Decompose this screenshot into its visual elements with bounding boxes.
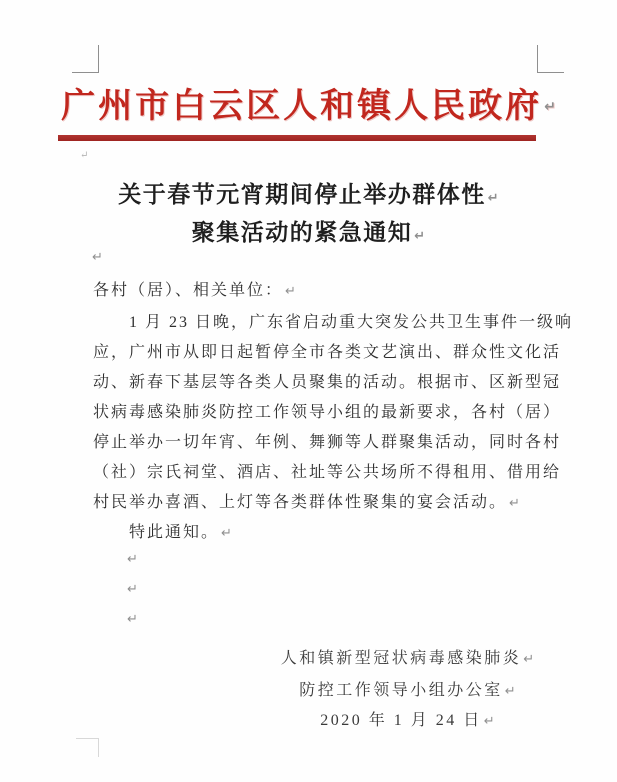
doc-title-line-1: [0, 176, 617, 209]
paragraph-mark-icon: ↵: [127, 612, 138, 627]
letterhead-org-name: [0, 78, 617, 127]
paragraph-mark-icon: ↵: [504, 684, 516, 699]
body-line-text: 村民举办喜酒、上灯等各类群体性聚集的宴会活动。: [93, 494, 508, 511]
paragraph-mark-icon: ↵: [92, 250, 103, 265]
salutation-line: [93, 276, 593, 306]
doc-title-line-2-text: 聚集活动的紧急通知: [191, 220, 413, 245]
body-line: [93, 398, 593, 428]
doc-title-line-2: [0, 214, 617, 247]
body-line: [93, 338, 593, 368]
closing-line: [93, 518, 617, 548]
paragraph-mark-icon: ↵: [127, 552, 138, 567]
paragraph-mark-icon: ↵: [414, 229, 426, 244]
signature-org-line-1-text: 人和镇新型冠状病毒感染肺炎: [280, 650, 522, 667]
letterhead-org-name-text: 广州市白云区人和镇人民政府: [61, 88, 543, 125]
paragraph-mark-icon: ↵: [487, 191, 499, 206]
letterhead-red-rule: [58, 135, 536, 141]
crop-mark-top-left-icon: [72, 45, 99, 73]
signature-org-line-2: [250, 676, 565, 706]
body-line: [93, 458, 593, 488]
paragraph-mark-icon: ↵: [221, 526, 232, 541]
body-line: [93, 488, 593, 518]
closing-text: 特此通知。: [129, 524, 220, 541]
doc-title-line-1-text: 关于春节元宵期间停止举办群体性: [118, 182, 486, 207]
paragraph-mark-icon: ↵: [80, 150, 89, 161]
paragraph-mark-icon: ↵: [509, 496, 520, 511]
body-line: [93, 428, 593, 458]
paragraph-mark-icon: ↵: [127, 582, 138, 597]
paragraph-mark-icon: ↵: [523, 652, 535, 667]
body-line-text: 动、新春下基层等各类人员聚集的活动。根据市、区新型冠: [93, 374, 562, 391]
body-line-text: （社）宗氏祠堂、酒店、社址等公共场所不得租用、借用给: [93, 464, 562, 481]
salutation-text: 各村（居）、相关单位：: [93, 282, 284, 299]
crop-mark-bottom-left-icon: [76, 738, 99, 757]
body-line-text: 停止举办一切年宵、年例、舞狮等人群聚集活动，同时各村: [93, 434, 562, 451]
signature-date-text: 2020 年 1 月 24 日: [320, 712, 482, 729]
signature-date-line: [250, 706, 565, 736]
paragraph-mark-icon: ↵: [544, 99, 556, 115]
body-line: [93, 308, 617, 338]
body-line-text: 应，广州市从即日起暂停全市各类文艺演出、群众性文化活: [93, 344, 562, 361]
paragraph-mark-icon: ↵: [285, 284, 296, 299]
body-line-text: 1 月 23 日晚，广东省启动重大突发公共卫生事件一级响: [129, 314, 574, 331]
paragraph-mark-icon: ↵: [483, 714, 495, 729]
crop-mark-top-right-icon: [537, 45, 564, 73]
signature-org-line-1: [250, 644, 565, 674]
body-line: [93, 368, 593, 398]
body-line-text: 状病毒感染肺炎防控工作领导小组的最新要求，各村（居）: [93, 404, 562, 421]
signature-org-line-2-text: 防控工作领导小组办公室: [299, 682, 503, 699]
